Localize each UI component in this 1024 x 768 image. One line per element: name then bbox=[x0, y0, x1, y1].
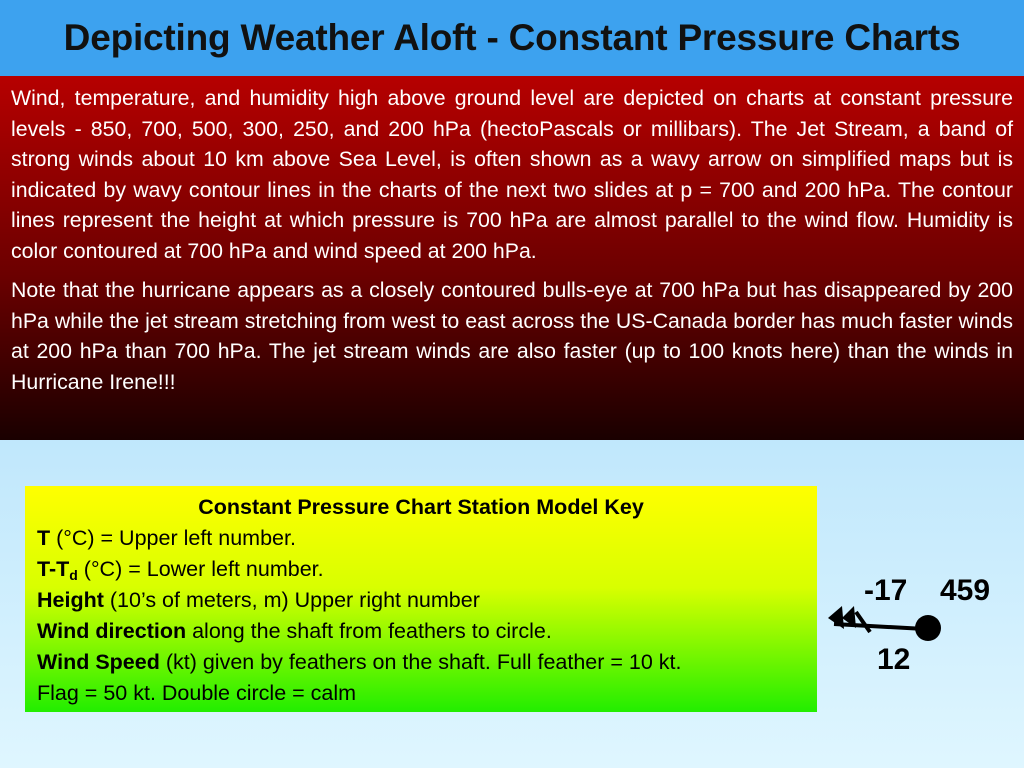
key-wind-speed-line bbox=[37, 647, 817, 678]
station-dewpoint-depression: 12 bbox=[877, 643, 911, 676]
key-dewpoint-subscript: d bbox=[69, 567, 78, 583]
paragraph-2: Note that the hurricane appears as a closely contoured bulls-eye at 700 hPa but has disappeared by 200 hPa while the jet stream stretching from west to east across the US-Canada border has much faster winds at 200 hPa than 700 hPa. The jet stream winds are also faster (up to 100 knots here) than the winds in Hurricane Irene!!! bbox=[11, 278, 1013, 394]
station-height: 459 bbox=[940, 574, 991, 607]
key-wind-direction-text: along the shaft from feathers to circle. bbox=[186, 619, 552, 643]
key-wind-speed-label: Wind Speed bbox=[37, 650, 160, 674]
wind-barb-icon bbox=[820, 570, 1020, 680]
key-temperature-text: (°C) = Upper left number. bbox=[50, 526, 296, 550]
wind-barb-shaft bbox=[834, 624, 925, 629]
wind-barb-feather bbox=[856, 612, 870, 632]
key-wind-speed-text: (kt) given by feathers on the shaft. Full feather = 10 kt. bbox=[159, 650, 682, 674]
key-dewpoint-text: (°C) = Lower left number. bbox=[77, 557, 324, 581]
key-wind-direction-label: Wind direction bbox=[37, 619, 187, 643]
key-flag-line: Flag = 50 kt. Double circle = calm bbox=[37, 681, 357, 705]
station-circle bbox=[915, 615, 941, 641]
key-title: Constant Pressure Chart Station Model Key bbox=[198, 495, 644, 519]
key-dewpoint-label: T-T bbox=[37, 557, 70, 581]
title-bar bbox=[0, 0, 1024, 76]
slide-title: Depicting Weather Aloft - Constant Pressure Charts bbox=[63, 17, 961, 58]
paragraph-1: Wind, temperature, and humidity high above ground level are depicted on charts at constant pressure levels - 850, 700, 500, 300, 250, and 200 hPa (hectoPascals or millibars). The Jet Stream, a band of strong winds about 10 km above Sea Level, is often shown as a wavy arrow on simplified maps but is indicated by wavy contour lines in the charts of the next two slides at p = 700 and 200 hPa. The contour lines represent the height at which pressure is 700 hPa are almost parallel to the wind flow. Humidity is color contoured at 700 hPa and wind speed at 200 hPa. bbox=[11, 86, 1013, 263]
station-model bbox=[820, 570, 1020, 680]
key-height-line bbox=[37, 585, 817, 616]
key-height-label: Height bbox=[37, 588, 104, 612]
key-temperature-label: T bbox=[37, 526, 51, 550]
station-model-key bbox=[25, 486, 817, 712]
station-temperature: -17 bbox=[864, 574, 908, 607]
key-height-text: (10’s of meters, m) Upper right number bbox=[103, 588, 480, 612]
key-dewpoint-line bbox=[37, 554, 817, 585]
description-panel bbox=[0, 76, 1024, 440]
key-wind-direction-line bbox=[37, 616, 817, 647]
key-temperature-line bbox=[37, 523, 817, 554]
